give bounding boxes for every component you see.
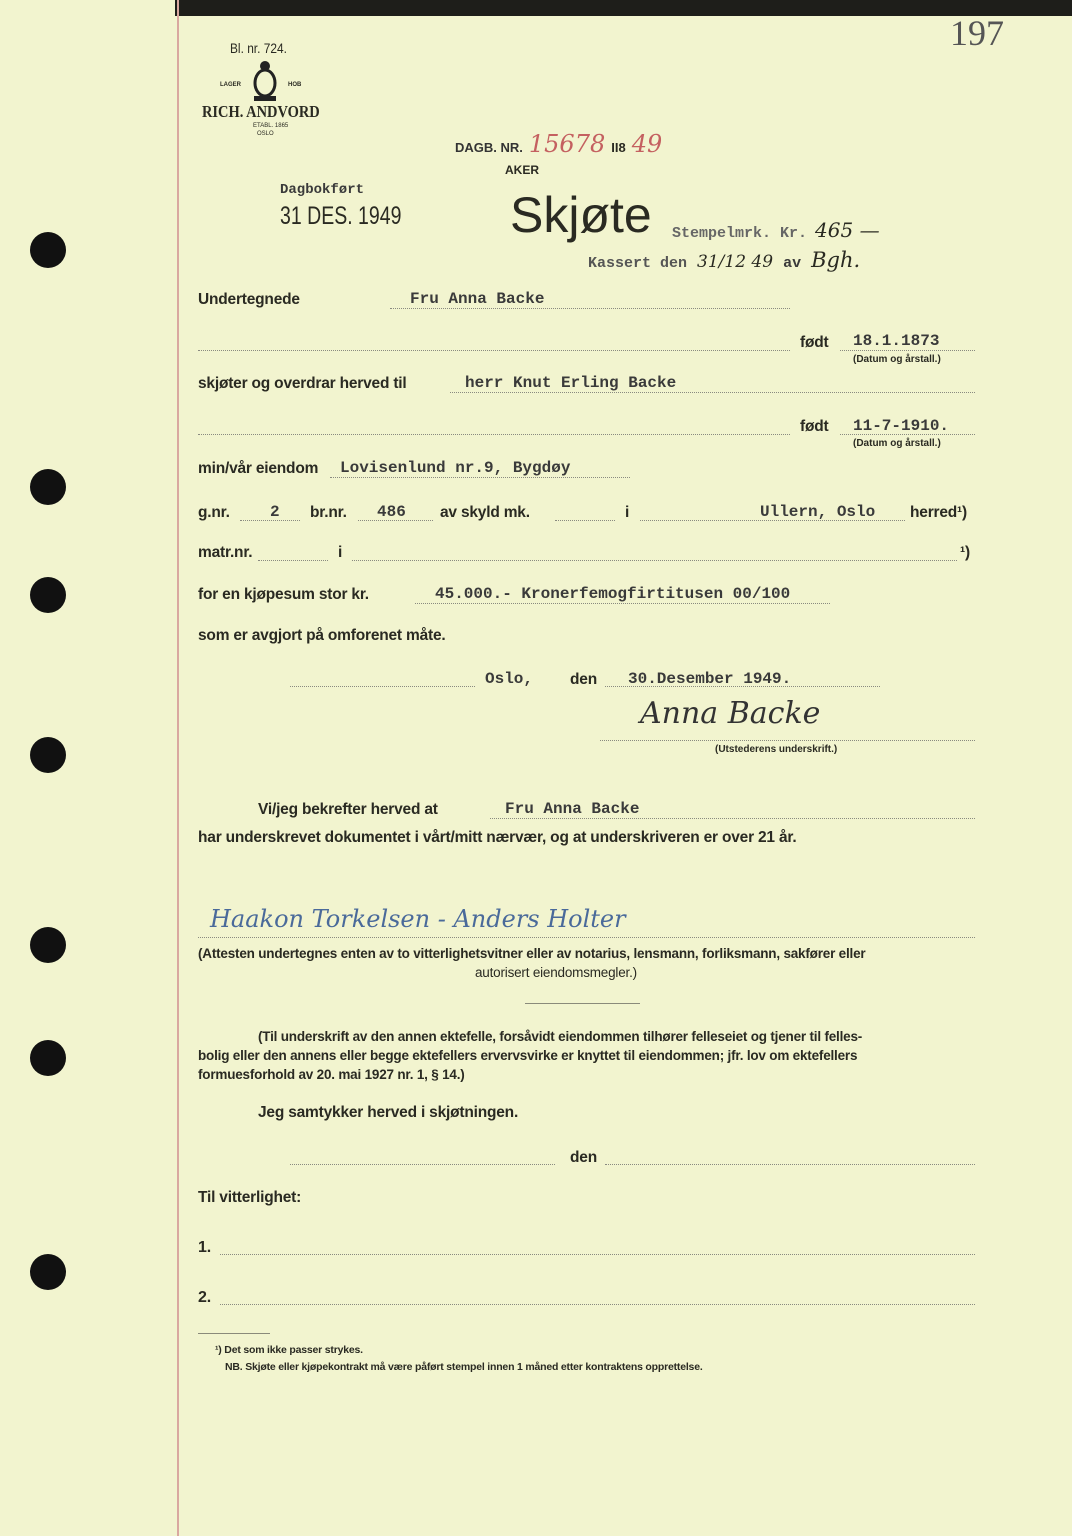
kassert-label: Kassert den (588, 255, 688, 272)
signature-hint: (Utstederens underskrift.) (715, 744, 838, 755)
witness-2-line[interactable] (220, 1304, 975, 1305)
kassert-line (588, 248, 860, 272)
publisher-logo (220, 60, 320, 102)
divider (525, 1003, 640, 1004)
kassert-av: av (783, 255, 802, 272)
field-herred[interactable]: Ullern, Oslo (760, 503, 876, 521)
kassert-date: 31/12 49 (697, 252, 774, 272)
label-undertegnede: Undertegnede (198, 291, 300, 308)
logo-text: LAGER (220, 82, 241, 88)
footnote: NB. Skjøte eller kjøpekontrakt må være påført stempel innen 1 måned etter kontraktens opprettelse. (225, 1361, 703, 1373)
datum-hint: (Datum og årstall.) (853, 354, 941, 365)
kassert-by: Bgh. (811, 248, 861, 272)
field-line (840, 434, 975, 435)
label-skyld: av skyld mk. (440, 504, 530, 521)
label-fodt: født (800, 418, 829, 435)
field-line (390, 308, 790, 309)
field-line (290, 686, 475, 687)
label-matr: matr.nr. (198, 544, 253, 561)
stempel-amount: 465 — (815, 218, 880, 242)
label-den: den (570, 671, 597, 688)
label-i: i (625, 504, 630, 521)
punch-hole (30, 469, 66, 505)
dagb-stamp (455, 130, 662, 158)
punch-hole (30, 577, 66, 613)
datum-hint: (Datum og årstall.) (853, 438, 941, 449)
stempel-line (672, 218, 880, 242)
spouse-note: bolig eller den annens eller begge ektefellers ervervsvirke er knyttet til eiendommen; jfr. lov om ektefellers (198, 1048, 858, 1063)
issuer-signature: Anna Backe (640, 696, 821, 731)
field-fodt-1[interactable]: 18.1.1873 (853, 332, 940, 350)
field-undertegnede[interactable]: Fru Anna Backe (410, 290, 545, 308)
field-date[interactable]: 30.Desember 1949. (628, 670, 792, 688)
footnote-divider (198, 1333, 270, 1334)
vitterlighet-label: Til vitterlighet: (198, 1189, 302, 1206)
punch-hole (30, 927, 66, 963)
field-line (290, 1164, 555, 1165)
field-line (415, 603, 830, 604)
attest-note: autorisert eiendomsmegler.) (475, 965, 637, 980)
witness-1-label: 1. (198, 1239, 211, 1256)
logo-text: HOB (288, 82, 302, 88)
spouse-note: formuesforhold av 20. mai 1927 nr. 1, § 14.) (198, 1067, 465, 1082)
stempel-label: Stempelmrk. Kr. (672, 225, 808, 242)
publisher-name: RICH. ANDVORD (202, 102, 320, 121)
label-kjopesum: for en kjøpesum stor kr. (198, 586, 369, 603)
publisher-city: OSLO (257, 131, 274, 137)
field-line (555, 520, 615, 521)
attest-statement: har underskrevet dokumentet i vårt/mitt nærvær, og at underskriveren er over 21 år. (198, 829, 797, 846)
label-i: i (338, 544, 343, 561)
form-number: Bl. nr. 724. (230, 40, 287, 56)
dagbokfort-date: 31 DES. 1949 (280, 202, 402, 230)
field-line (450, 392, 975, 393)
field-line (198, 350, 790, 351)
signature-line (600, 740, 975, 741)
field-line (352, 560, 957, 561)
field-eiendom[interactable]: Lovisenlund nr.9, Bygdøy (340, 459, 571, 477)
label-gnr: g.nr. (198, 504, 230, 521)
dagb-number: 15678 (528, 130, 606, 158)
anchor-figure-icon (248, 60, 282, 102)
field-gnr[interactable]: 2 (270, 503, 280, 521)
spouse-note: (Til underskrift av den annen ektefelle, forsåvidt eiendommen tilhører felleseiet og tjener til felles- (258, 1029, 863, 1044)
field-line (198, 434, 790, 435)
field-fodt-2[interactable]: 11-7-1910. (853, 417, 950, 435)
witness-2-label: 2. (198, 1289, 211, 1306)
dagb-year: 49 (631, 130, 663, 158)
label-brnr: br.nr. (310, 504, 347, 521)
field-buyer[interactable]: herr Knut Erling Backe (465, 374, 677, 392)
dagb-suffix: II8 (611, 140, 626, 155)
witness-signatures: Haakon Torkelsen - Anders Holter (210, 905, 626, 933)
attest-name[interactable]: Fru Anna Backe (505, 800, 640, 818)
field-line (330, 477, 630, 478)
label-den: den (570, 1149, 597, 1166)
field-place[interactable]: Oslo, (485, 670, 534, 688)
witness-1-line[interactable] (220, 1254, 975, 1255)
field-line (605, 1164, 975, 1165)
footnote-ref: ¹) (960, 544, 970, 561)
dagb-label: DAGB. NR. (455, 140, 523, 155)
field-brnr[interactable]: 486 (377, 503, 406, 521)
punch-hole (30, 232, 66, 268)
consent-text: Jeg samtykker herved i skjøtningen. (258, 1104, 519, 1121)
attest-note: (Attesten undertegnes enten av to vitterlighetsvitner eller av notarius, lensmann, forliksmann, sakfører eller (198, 946, 866, 961)
field-line (840, 350, 975, 351)
label-skjoter: skjøter og overdrar herved til (198, 375, 407, 392)
document-title: Skjøte (510, 187, 652, 243)
margin-line (177, 0, 179, 1536)
punch-hole (30, 737, 66, 773)
page-number: 197 (950, 13, 1004, 53)
aker-stamp: AKER (505, 163, 540, 177)
label-eiendom: min/vår eiendom (198, 460, 319, 477)
field-line (258, 560, 328, 561)
field-kjopesum[interactable]: 45.000.- Kronerfemogfirtitusen 00/100 (435, 585, 791, 603)
publisher-est: ETABL. 1865 (253, 123, 289, 129)
dagbokfort-stamp: Dagbokført (280, 182, 365, 198)
attest-label: Vi/jeg bekrefter herved at (258, 801, 438, 818)
label-fodt: født (800, 334, 829, 351)
scan-edge (175, 0, 1072, 16)
label-herred: herred¹) (910, 504, 967, 521)
avgjort-text: som er avgjort på omforenet måte. (198, 627, 446, 644)
punch-hole (30, 1040, 66, 1076)
field-line (490, 818, 975, 819)
punch-hole (30, 1254, 66, 1290)
signature-line (198, 937, 975, 938)
footnote: ¹) Det som ikke passer strykes. (215, 1344, 363, 1356)
